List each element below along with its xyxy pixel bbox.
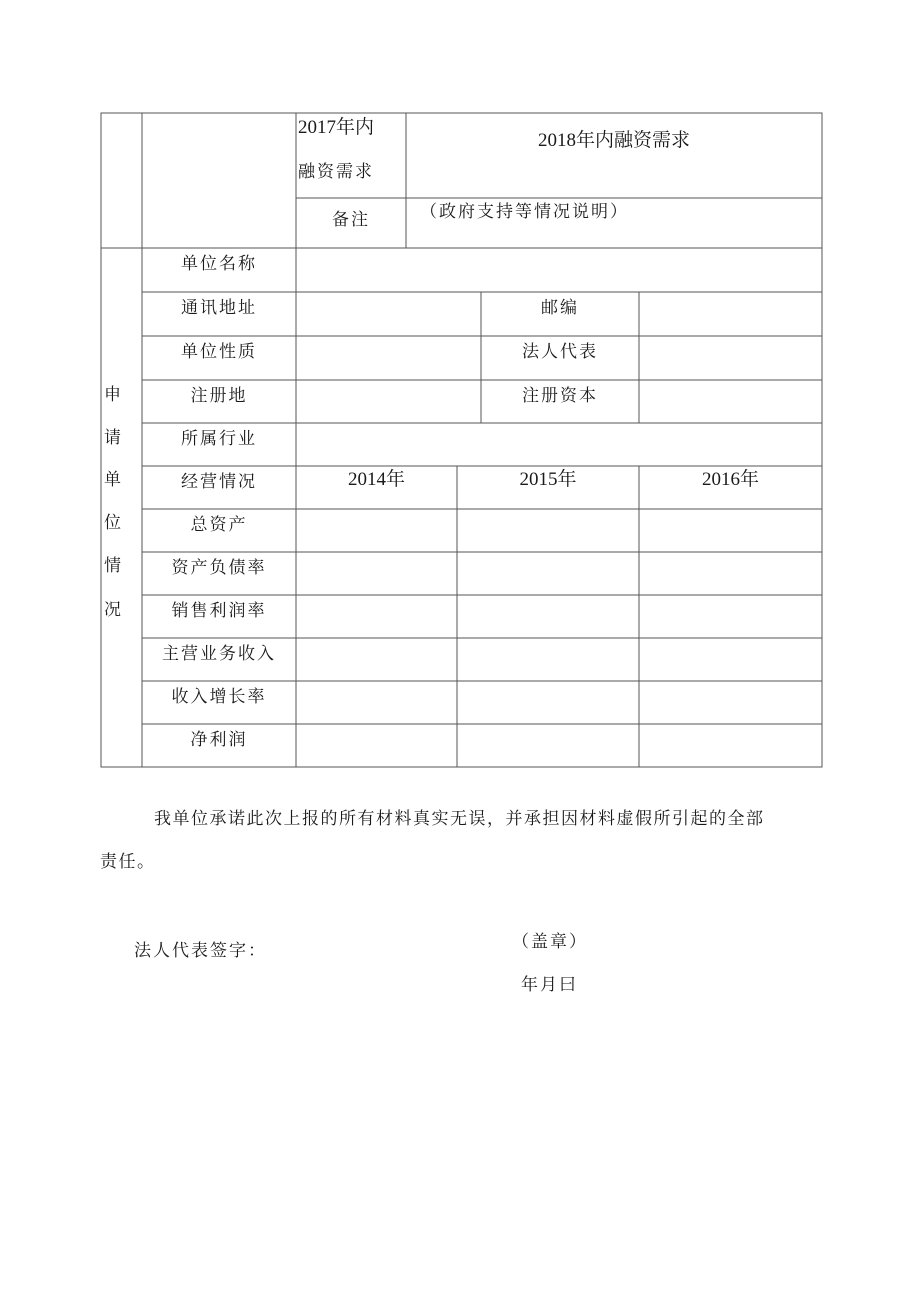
industry-label: 所属行业 [181,429,257,449]
signature-label: 法人代表签字： [134,941,267,961]
unit-nature-label: 单位性质 [181,342,257,362]
year-2015-header: 2015年 [519,469,577,490]
col-2017-label-line1: 2017年内 [298,117,375,138]
declaration-line1: 我单位承诺此次上报的所有材料真实无误，并承担因材料虚假所引起的全部 [154,809,765,829]
seal-label: （盖章） [512,932,588,952]
year-2016-header: 2016年 [701,469,759,490]
metric-sales-margin: 销售利润率 [171,601,267,621]
metric-main-revenue: 主营业务收入 [162,644,276,664]
col-2017-label-line2: 融资需求 [298,162,374,182]
year-2014-header: 2014年 [347,469,405,490]
metric-debt-ratio: 资产负债率 [171,558,267,578]
date-label: 年月曰 [521,975,578,995]
address-label: 通讯地址 [181,298,257,318]
remark-hint: （政府支持等情况说明） [420,202,629,222]
registered-place-label: 注册地 [190,386,248,406]
legal-rep-label: 法人代表 [522,342,598,362]
declaration-line2: 责任。 [100,852,156,872]
metric-revenue-growth: 收入增长率 [171,687,267,707]
side-label-3: 单 [104,470,121,490]
metric-net-profit: 净利润 [190,730,248,750]
metric-total-assets: 总资产 [190,515,248,535]
postcode-label: 邮编 [541,298,579,318]
side-label-4: 位 [104,513,121,533]
remark-label: 备注 [332,210,370,230]
side-label-6: 况 [104,600,121,620]
side-label-2: 请 [104,428,121,448]
col-2018-label: 2018年内融资需求 [537,130,690,151]
side-label-1: 申 [104,385,121,405]
operations-label: 经营情况 [181,472,257,492]
unit-name-label: 单位名称 [181,254,257,274]
side-label-5: 情 [104,556,121,576]
registered-capital-label: 注册资本 [522,386,598,406]
